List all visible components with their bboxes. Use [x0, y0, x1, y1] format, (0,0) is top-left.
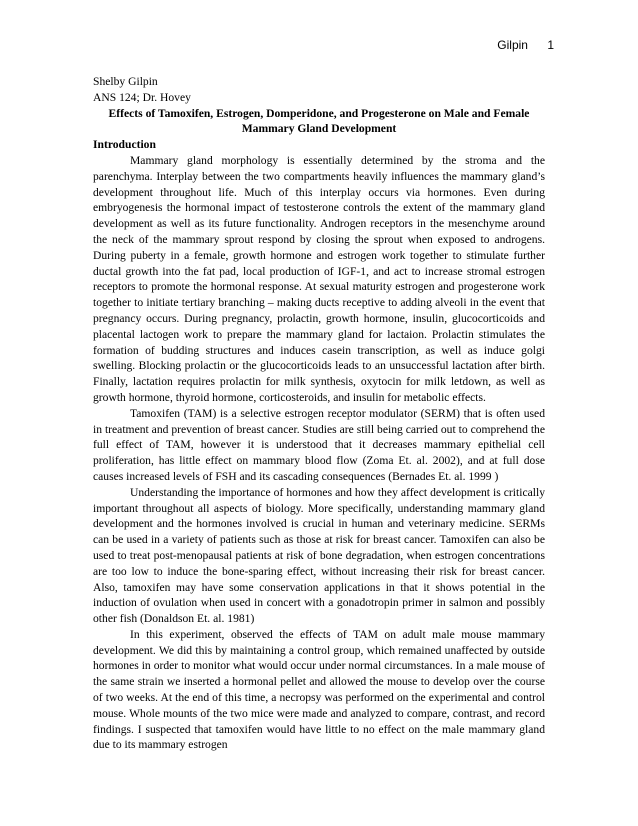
section-heading-introduction: Introduction	[93, 138, 156, 152]
document-body	[93, 74, 545, 753]
author-name: Shelby Gilpin	[93, 75, 158, 88]
body-paragraph: Mammary gland morphology is essentially determined by the stroma and the parenchyma. Interplay between the two compartments heavily influences the mammary gland’s development throughout life. Much of this interplay occurs via hormones. Even during embryogenesis the hormonal impact of testosterone controls the extent of the mammary gland development as well as its future functionality. Androgen receptors in the mesenchyme around the neck of the mammary sprout respond by closing the sprout when exposed to androgens. During puberty in a female, growth hormone and estrogen work together to stimulate further ductal growth into the fat pad, local production of IGF-1, and act to increase stromal estrogen receptors to promote the hormonal response. At sexual maturity estrogen and progesterone work together to initiate tertiary branching – making ducts receptive to adding alveoli in the event that pregnancy occurs. During pregnancy, prolactin, growth hormone, insulin, glucocorticoids and placental lactogen work to prepare the mammary gland for lactaion. Prolactin stimulates the formation of budding structures and induces casein transcription, as well as induce golgi swelling. Blocking prolactin or the glucocorticoids leads to an unsuccessful lactation after birth. Finally, lactation requires prolactin for milk synthesis, oxytocin for milk letdown, as well as growth hormone, thyroid hormone, corticosteroids, and insulin for metabolic effects.	[93, 153, 545, 404]
course-info: ANS 124; Dr. Hovey	[93, 90, 191, 104]
body-paragraph: Understanding the importance of hormones and how they affect development is critically important throughout all aspects of biology. More specifically, understanding mammary gland development and the hormones involved is crucial in human and veterinary medicine. SERMs can be used in a variety of patients such as those at risk for breast cancer. Tamoxifen can also be used to treat post-menopausal patients at risk of bone degradation, when estrogen concentrations are too low to induce the bone-sparing effect, without increasing their risk for breast cancer. Also, tamoxifen may have some conservation applications in that it shows potential in the induction of ovulation when used in concert with a gonadotropin primer in salmon and possibly other fish (Donaldson Et. al. 1981)	[93, 485, 545, 626]
body-paragraph: Tamoxifen (TAM) is a selective estrogen receptor modulator (SERM) that is often used in treatment and prevention of breast cancer. Studies are still being carried out to comprehend the full effect of TAM, however it is understood that it decreases mammary epithelial cell proliferation, has little effect on mammary blood flow (Zoma Et. al. 2002), and at full dose causes increased levels of FSH and its cascading consequences (Bernades Et. al. 1999 )	[93, 406, 545, 483]
body-paragraph: In this experiment, observed the effects of TAM on adult male mouse mammary development. We did this by maintaining a control group, which remained unaffected by outside hormones in order to monitor what would occur under normal circumstances. In a male mouse of the same strain we inserted a hormonal pellet and allowed the mouse to develop over the course of two weeks. At the end of this time, a necropsy was performed on the experimental and control mouse. Whole mounts of the two mice were made and analyzed to compare, contrast, and record findings. I suspected that tamoxifen would have little to no effect on the male mammary gland due to its mammary estrogen	[93, 627, 545, 752]
page-number: 1	[547, 38, 554, 52]
header-author: Gilpin	[497, 38, 528, 52]
document-title: Effects of Tamoxifen, Estrogen, Domperidone, and Progesterone on Male and Female Mammary Gland Development	[108, 106, 530, 136]
running-header	[497, 38, 554, 52]
